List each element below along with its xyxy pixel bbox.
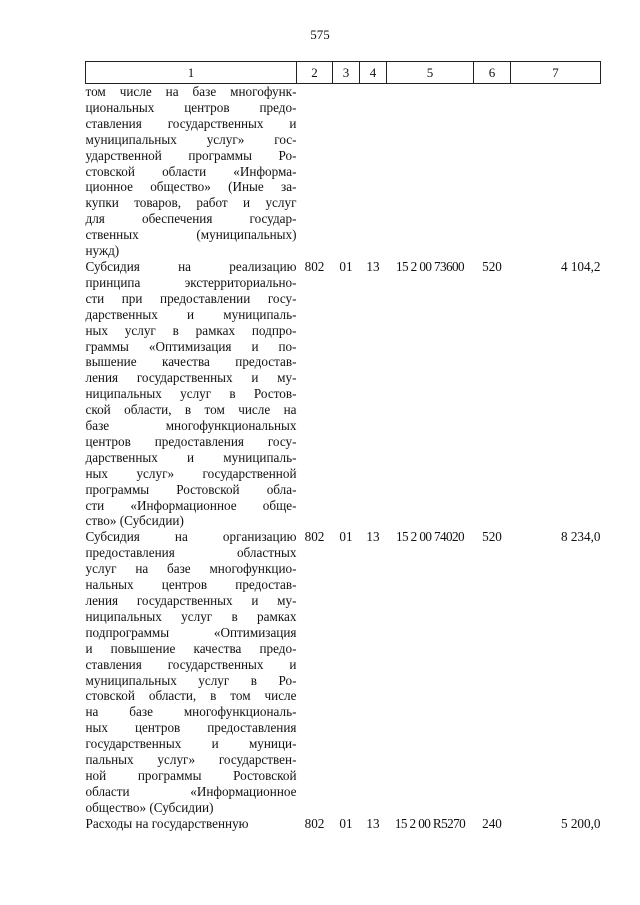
description-line: купки товаров, работ и услуг [85, 195, 297, 211]
description-line: нужд) [85, 243, 120, 259]
description-line: сти «Информационное обще- [85, 497, 297, 513]
column-header-4: 4 [360, 62, 387, 84]
section-code: 01 [339, 529, 353, 545]
row-description [86, 529, 297, 815]
table-row [86, 816, 601, 832]
amount-value: 8 234,0 [560, 529, 601, 545]
column-header-row [86, 62, 601, 84]
section-code [333, 84, 360, 259]
description-line: государственных и муници- [85, 736, 297, 752]
description-line: ных услуг в рамках подпро- [85, 322, 297, 338]
row-description [86, 84, 297, 259]
description-line: дарственных и муниципаль- [85, 306, 297, 322]
description-line: ниципальных услуг в рамках [85, 608, 297, 624]
description-line: Расходы на государственную [85, 815, 249, 831]
description-line: ных центров предоставления [85, 720, 297, 736]
expense-type-code: 520 [482, 529, 502, 545]
description-line: общество» (Субсидии) [85, 799, 214, 815]
column-header-6: 6 [474, 62, 511, 84]
column-header-2: 2 [297, 62, 333, 84]
target-article-code: 15 2 00 R5270 [394, 815, 466, 831]
ministry-code [297, 84, 333, 259]
amount-value: 4 104,2 [560, 258, 601, 274]
description-line: циональных центров предо- [85, 99, 297, 115]
budget-table [85, 61, 601, 832]
amount-value [511, 84, 601, 259]
description-line: ставления государственных и [85, 656, 297, 672]
description-line: принципа экстерриториально- [85, 274, 297, 290]
ministry-code: 802 [304, 815, 325, 831]
description-line: для обеспечения государ- [85, 211, 297, 227]
description-line: муниципальных услуг в Ро- [85, 672, 297, 688]
subsection-code: 13 [366, 815, 380, 831]
description-line: граммы «Оптимизация и по- [85, 338, 297, 354]
description-line: ных услуг» государственной [85, 465, 297, 481]
row-description [86, 816, 297, 832]
description-line: том числе на базе многофунк- [85, 84, 297, 99]
target-article-code: 15 2 00 73600 [395, 258, 465, 274]
description-line: ной программы Ростовской [85, 767, 297, 783]
description-line: вышение качества предостав- [85, 354, 297, 370]
description-line: ство» (Субсидии) [85, 513, 184, 529]
subsection-code: 13 [366, 258, 380, 274]
section-code: 01 [339, 258, 353, 274]
column-header-1: 1 [86, 62, 297, 84]
description-line: муниципальных услуг» гос- [85, 131, 297, 147]
description-line: пальных услуг» государствен- [85, 752, 297, 768]
table-row [86, 259, 601, 529]
description-line: Субсидия на организацию [85, 529, 297, 545]
description-line: ционное общество» (Иные за- [85, 179, 297, 195]
subsection-code: 13 [366, 529, 380, 545]
page-number: 575 [310, 27, 330, 42]
column-header-3: 3 [333, 62, 360, 84]
description-line: стовской области «Информа- [85, 163, 297, 179]
description-line: и повышение качества предо- [85, 640, 297, 656]
description-line: ления государственных и му- [85, 370, 297, 386]
description-line: области «Информационное [85, 783, 297, 799]
description-line: подпрограммы «Оптимизация [85, 624, 297, 640]
expense-type-code [474, 84, 511, 259]
subsection-code [360, 84, 387, 259]
description-line: на базе многофункциональ- [85, 704, 297, 720]
description-line: базе многофункциональных [85, 418, 297, 434]
expense-type-code: 520 [482, 258, 502, 274]
description-line: сти при предоставлении госу- [85, 290, 297, 306]
ministry-code: 802 [304, 529, 325, 545]
description-line: ниципальных услуг в Ростов- [85, 386, 297, 402]
description-line: стовской области, в том числе [85, 688, 297, 704]
description-line: ставления государственных и [85, 115, 297, 131]
ministry-code: 802 [304, 258, 325, 274]
amount-value: 5 200,0 [560, 815, 601, 831]
description-line: нальных центров предостав- [85, 577, 297, 593]
description-line: Субсидия на реализацию [85, 258, 297, 274]
column-header-7: 7 [511, 62, 601, 84]
description-line: программы Ростовской обла- [85, 481, 297, 497]
target-article-code: 15 2 00 74020 [395, 529, 465, 545]
description-line: предоставления областных [85, 545, 297, 561]
description-line: центров предоставления госу- [85, 433, 297, 449]
expense-type-code: 240 [482, 815, 502, 831]
description-line: услуг на базе многофункцио- [85, 561, 297, 577]
description-line: ления государственных и му- [85, 593, 297, 608]
description-line: ственных (муниципальных) [85, 227, 297, 243]
description-line: ударственной программы Ро- [85, 147, 297, 163]
column-header-5: 5 [387, 62, 474, 84]
table-row [86, 529, 601, 815]
target-article-code [387, 84, 474, 259]
description-line: ской области, в том числе на [85, 402, 297, 418]
table-row [86, 84, 601, 259]
description-line: дарственных и муниципаль- [85, 449, 297, 465]
row-description [86, 259, 297, 529]
section-code: 01 [339, 815, 353, 831]
